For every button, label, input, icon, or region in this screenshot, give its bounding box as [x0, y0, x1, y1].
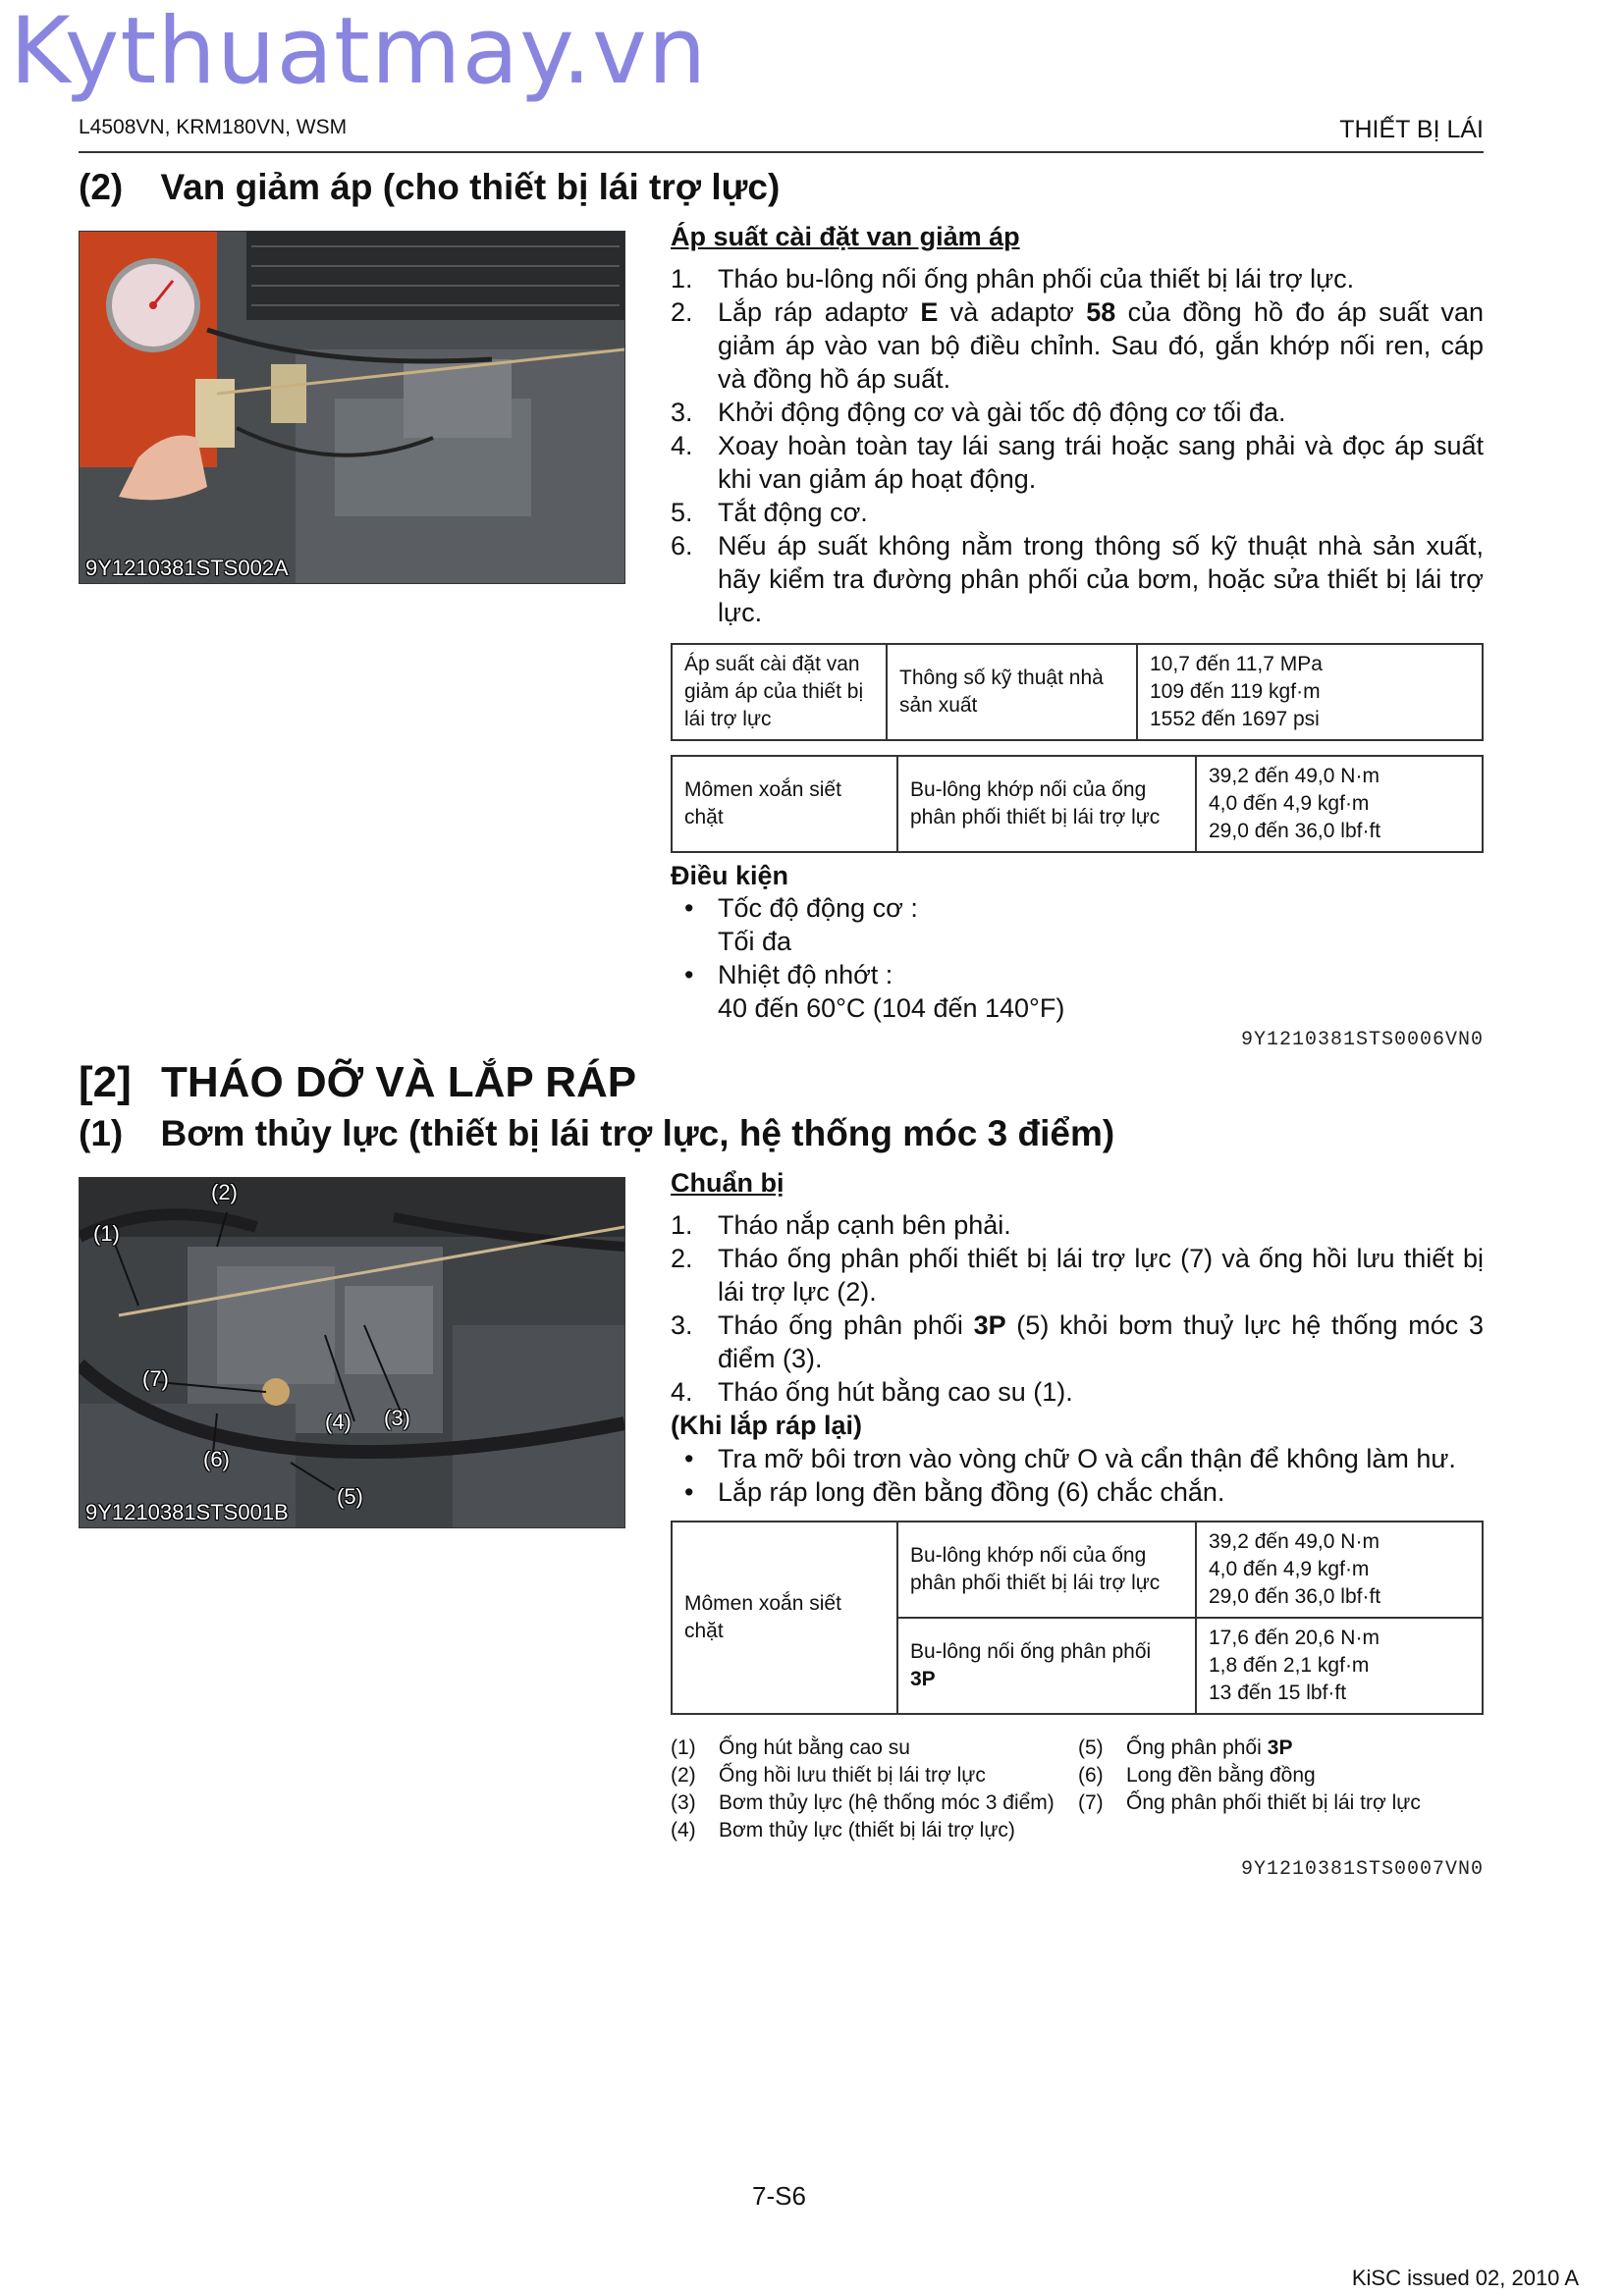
table-cell: Thông số kỹ thuật nhà sản xuất: [887, 644, 1137, 740]
watermark: Kythuatmay.vn: [10, 0, 708, 105]
legend-item: (6) Long đền bằng đồng: [1078, 1764, 1316, 1787]
relief-pressure-table: [671, 643, 1484, 741]
table-cell: Áp suất cài đặt van giảm áp của thiết bị lái trợ lực: [672, 644, 887, 740]
table-cell: 39,2 đến 49,0 N·m 4,0 đến 4,9 kgf·m 29,0 đến 36,0 lbf·ft: [1196, 756, 1483, 852]
hydraulic-pump-photo: [80, 1178, 624, 1527]
torque-table-1: [671, 755, 1484, 853]
page-number: 7-S6: [752, 2181, 806, 2211]
section2-steps: [671, 1208, 1484, 1409]
header-rule: [79, 151, 1484, 153]
legend-item: (7) Ống phân phối thiết bị lái trợ lực: [1078, 1791, 1421, 1814]
section1-number: (2): [79, 167, 124, 207]
reassembly-title: (Khi lắp ráp lại): [671, 1411, 863, 1440]
list-item: 2. Tháo ống phân phối thiết bị lái trợ lực (7) và ống hồi lưu thiết bị lái trợ lực (2).: [671, 1244, 1484, 1307]
list-item: 4. Tháo ống hút bằng cao su (1).: [671, 1377, 1073, 1407]
table-cell: Mômen xoắn siết chặt: [672, 1522, 897, 1714]
table-cell: Bu-lông nối ống phân phối 3P: [897, 1618, 1196, 1714]
list-item: • Tốc độ động cơ : Tối đa: [684, 893, 918, 956]
section2-title: (1) Bơm thủy lực (thiết bị lái trợ lực, hệ thống móc 3 điểm): [79, 1113, 1115, 1153]
section1-steps: [671, 262, 1484, 629]
table-cell: 39,2 đến 49,0 N·m 4,0 đến 4,9 kgf·m 29,0 đến 36,0 lbf·ft: [1196, 1522, 1483, 1618]
table-cell: Mômen xoắn siết chặt: [672, 756, 897, 852]
section1-photo-caption: 9Y1210381STS002A: [85, 556, 289, 580]
header-models: L4508VN, KRM180VN, WSM: [79, 116, 348, 138]
callout-1: (1): [93, 1221, 120, 1246]
list-item: 6. Nếu áp suất không nằm trong thông số kỹ thuật nhà sản xuất, hãy kiểm tra đường phân phối của bơm, hoặc sửa thiết bị lái trợ lực.: [671, 531, 1484, 627]
legend-right: [1078, 1735, 1421, 1844]
header-chapter: THIẾT BỊ LÁI: [1339, 116, 1484, 143]
list-item: 2. Lắp ráp adaptơ E và adaptơ 58 của đồng hồ đo áp suất van giảm áp vào van bộ điều chỉnh. Sau đó, gắn khớp nối ren, cáp và đồng hồ áp suất.: [671, 297, 1484, 394]
section1-body: [671, 222, 1484, 1051]
list-item: • Lắp ráp long đền bằng đồng (6) chắc chắn.: [684, 1477, 1225, 1507]
list-item: 1. Tháo nắp cạnh bên phải.: [671, 1210, 1011, 1240]
parts-legend: [671, 1735, 1484, 1844]
table-cell: 17,6 đến 20,6 N·m 1,8 đến 2,1 kgf·m 13 đến 15 lbf·ft: [1196, 1618, 1483, 1714]
reassembly-list: [671, 1442, 1484, 1509]
section1-code: 9Y1210381STS0006VN0: [1240, 1029, 1484, 1051]
callout-6: (6): [203, 1447, 230, 1471]
legend-item: (5) Ống phân phối 3P: [1078, 1736, 1293, 1759]
table-cell: 10,7 đến 11,7 MPa 109 đến 119 kgf·m 1552 đến 1697 psi: [1137, 644, 1483, 740]
pressure-gauge-photo: [80, 232, 624, 583]
legend-item: (4) Bơm thủy lực (thiết bị lái trợ lực): [671, 1819, 1015, 1842]
legend-left: [671, 1735, 1078, 1844]
section1-subtitle: Áp suất cài đặt van giảm áp: [671, 222, 1020, 251]
callout-2: (2): [211, 1180, 238, 1204]
torque-table-2: [671, 1521, 1484, 1715]
section2-photo: [79, 1177, 625, 1528]
callout-3: (3): [384, 1406, 410, 1430]
legend-item: (1) Ống hút bằng cao su: [671, 1736, 910, 1759]
section1-heading: Van giảm áp (cho thiết bị lái trợ lực): [160, 167, 781, 207]
conditions-title: Điều kiện: [671, 861, 789, 890]
list-item: 5. Tắt động cơ.: [671, 498, 868, 527]
chapter-heading: [2] THÁO DỠ VÀ LẮP RÁP: [79, 1058, 637, 1106]
list-item: 4. Xoay hoàn toàn tay lái sang trái hoặc sang phải và đọc áp suất khi van giảm áp hoạt động.: [671, 431, 1484, 494]
list-item: • Tra mỡ bôi trơn vào vòng chữ O và cẩn thận để không làm hư.: [684, 1444, 1456, 1473]
list-item: • Nhiệt độ nhớt : 40 đến 60°C (104 đến 140°F): [684, 960, 1065, 1023]
table-cell: Bu-lông khớp nối của ống phân phối thiết bị lái trợ lực: [897, 756, 1196, 852]
section2-body: [671, 1168, 1484, 1881]
callout-7: (7): [142, 1366, 169, 1391]
conditions-list: [671, 891, 1484, 1025]
section1-title: [79, 167, 780, 208]
section1-photo: [79, 231, 625, 584]
callout-4: (4): [325, 1410, 352, 1434]
list-item: 3. Tháo ống phân phối 3P (5) khỏi bơm thuỷ lực hệ thống móc 3 điểm (3).: [671, 1310, 1484, 1373]
callout-5: (5): [337, 1484, 363, 1509]
section2-code: 9Y1210381STS0007VN0: [1240, 1858, 1484, 1881]
section2-subtitle: Chuẩn bị: [671, 1168, 784, 1198]
legend-item: (2) Ống hồi lưu thiết bị lái trợ lực: [671, 1764, 986, 1787]
issue-note: KiSC issued 02, 2010 A: [1351, 2266, 1579, 2290]
list-item: 3. Khởi động động cơ và gài tốc độ động cơ tối đa.: [671, 398, 1286, 427]
section2-photo-caption: 9Y1210381STS001B: [85, 1500, 289, 1524]
table-cell: Bu-lông khớp nối của ống phân phối thiết bị lái trợ lực: [897, 1522, 1196, 1618]
legend-item: (3) Bơm thủy lực (hệ thống móc 3 điểm): [671, 1791, 1055, 1814]
list-item: 1. Tháo bu-lông nối ống phân phối của thiết bị lái trợ lực.: [671, 264, 1355, 294]
